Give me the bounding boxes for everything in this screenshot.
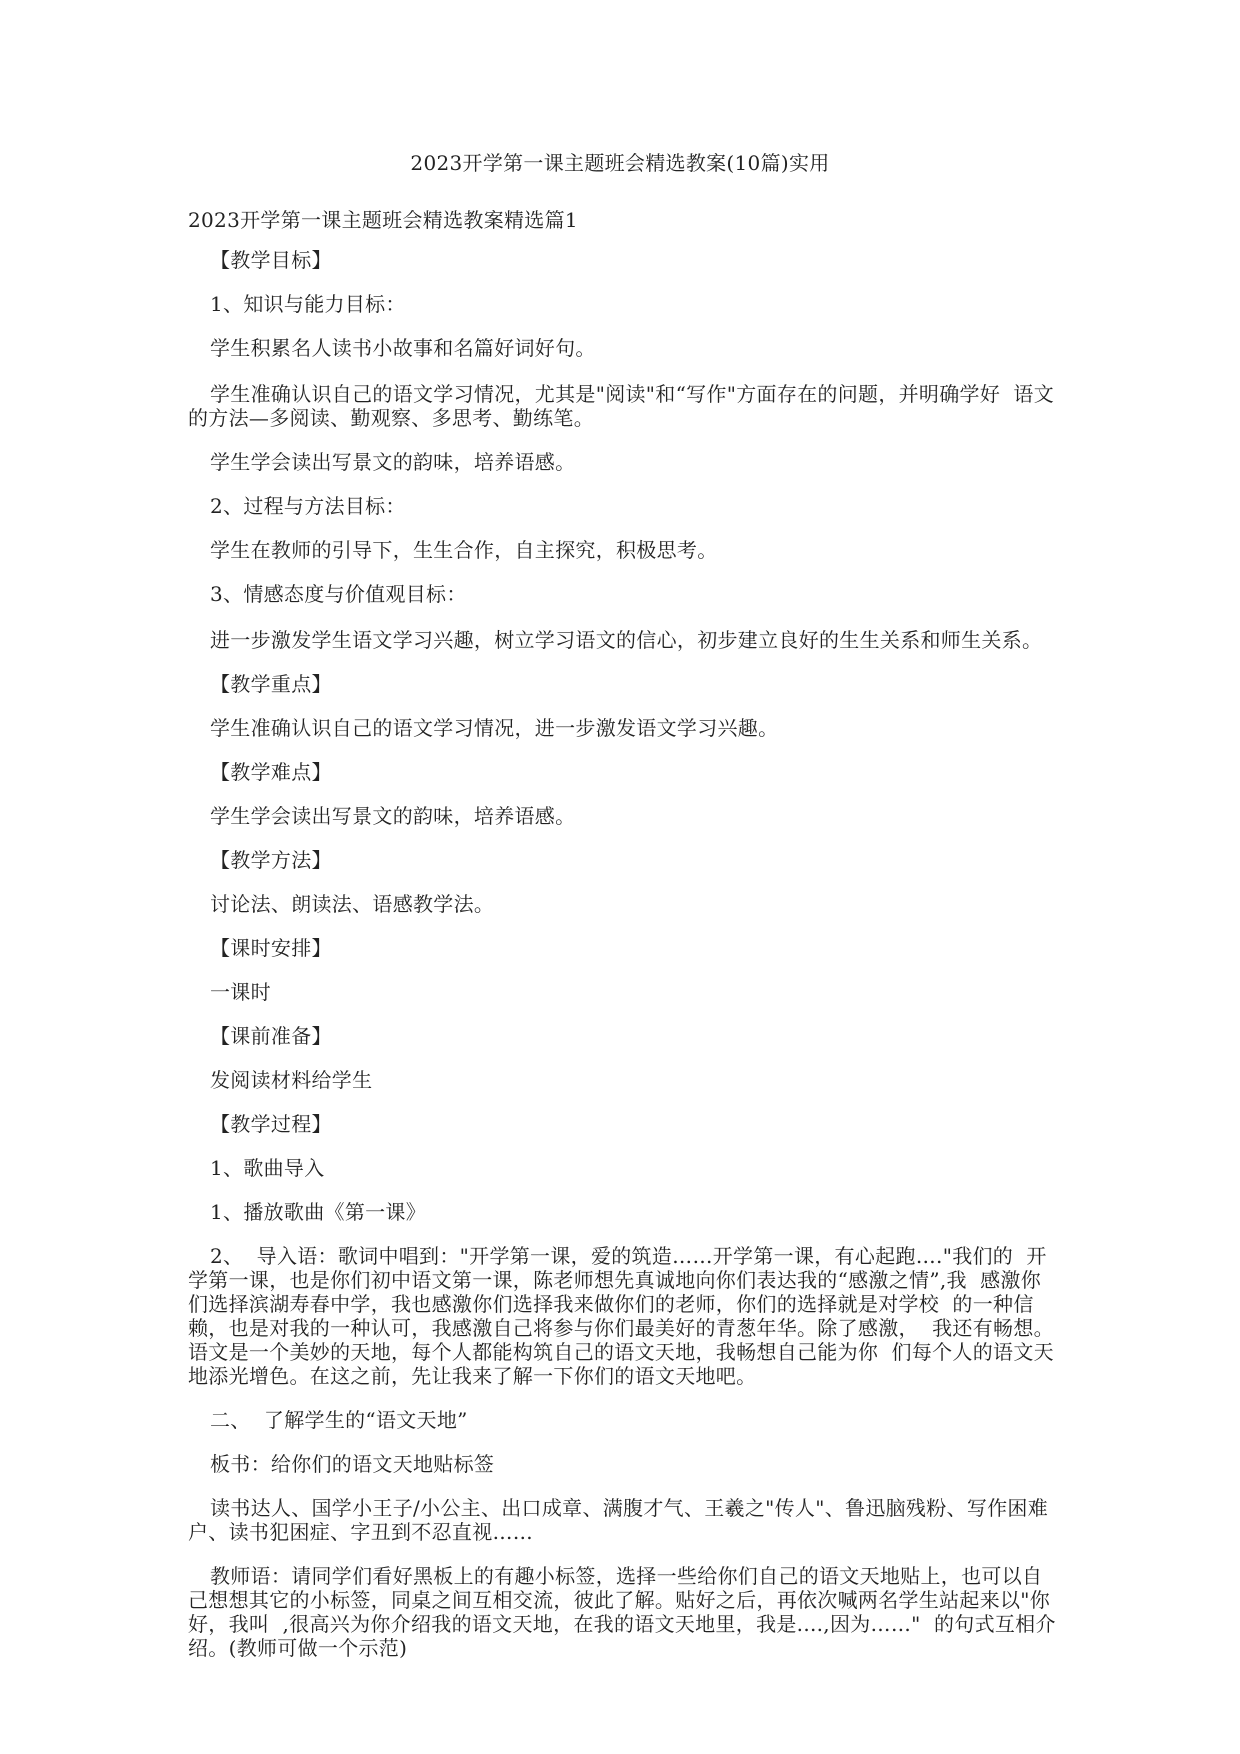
section-heading: 2023开学第一课主题班会精选教案精选篇1 [188, 208, 578, 232]
paragraph: 一课时 [210, 980, 271, 1004]
paragraph: 学生在教师的引导下，生生合作，自主探究，积极思考。 [210, 538, 718, 562]
paragraph-process-goal: 2、过程与方法目标： [210, 494, 406, 518]
paragraph-difficulties-heading: 【教学难点】 [210, 760, 332, 784]
paragraph: 学生准确认识自己的语文学习情况，尤其是"阅读"和“写作"方面存在的问题，并明确学好 语文的方法—多阅读、勤观察、多思考、勤练笔。 [188, 382, 1055, 430]
paragraph: 教师语：请同学们看好黑板上的有趣小标签，选择一些给你们自己的语文天地贴上，也可以自己想想其它的小标签，同桌之间互相交流，彼此了解。贴好之后，再依次喊两名学生站起来以"你好，我叫 ,很高兴为你介绍我的语文天地，在我的语文天地里，我是....,因为……" 的句式互相介绍。(教师可做一个示范) [188, 1564, 1056, 1660]
paragraph-schedule-heading: 【课时安排】 [210, 936, 332, 960]
paragraph: 学生学会读出写景文的韵味，培养语感。 [210, 450, 576, 474]
paragraph: 读书达人、国学小王子/小公主、出口成章、满腹才气、王羲之"传人"、鲁迅脑残粉、写作困难户、读书犯困症、字丑到不忍直视…… [188, 1496, 1049, 1544]
paragraph: 1、歌曲导入 [210, 1156, 325, 1180]
paragraph-methods-heading: 【教学方法】 [210, 848, 332, 872]
paragraph: 学生积累名人读书小故事和名篇好词好句。 [210, 336, 596, 360]
paragraph: 学生准确认识自己的语文学习情况，进一步激发语文学习兴趣。 [210, 716, 779, 740]
paragraph: 学生学会读出写景文的韵味，培养语感。 [210, 804, 576, 828]
paragraph: 二、 了解学生的“语文天地” [210, 1408, 468, 1432]
paragraph-knowledge-goal: 1、知识与能力目标： [210, 292, 406, 316]
paragraph-preparation-heading: 【课前准备】 [210, 1024, 332, 1048]
paragraph: 2、 导入语：歌词中唱到："开学第一课，爱的筑造……开学第一课，有心起跑…."我们的 开学第一课，也是你们初中语文第一课，陈老师想先真诚地向你们表达我的“感激之情”,我 感激你们选择滨湖寿春中学，我也感激你们选择我来做你们的老师，你们的选择就是对学校 的一种信赖，也是对我的一种认可，我感激自己将参与你们最美好的青葱年华。除了感激， 我还有畅想。语文是一个美妙的天地，每个人都能构筑自己的语文天地，我畅想自己能为你 们每个人的语文天地添光增色。在这之前，先让我来了解一下你们的语文天地吧。 [188, 1244, 1054, 1388]
paragraph-process-heading: 【教学过程】 [210, 1112, 332, 1136]
paragraph-attitude-goal: 3、情感态度与价值观目标： [210, 582, 467, 606]
document-body [188, 248, 1058, 1660]
paragraph-objectives-heading: 【教学目标】 [210, 248, 332, 272]
document-title: 2023开学第一课主题班会精选教案(10篇)实用 [410, 151, 830, 175]
paragraph: 板书：给你们的语文天地贴标签 [210, 1452, 495, 1476]
paragraph: 进一步激发学生语文学习兴趣，树立学习语文的信心，初步建立良好的生生关系和师生关系。 [210, 628, 1043, 652]
paragraph: 1、播放歌曲《第一课》 [210, 1200, 427, 1224]
paragraph: 发阅读材料给学生 [210, 1068, 373, 1092]
paragraph: 讨论法、朗读法、语感教学法。 [210, 892, 495, 916]
paragraph-key-points-heading: 【教学重点】 [210, 672, 332, 696]
